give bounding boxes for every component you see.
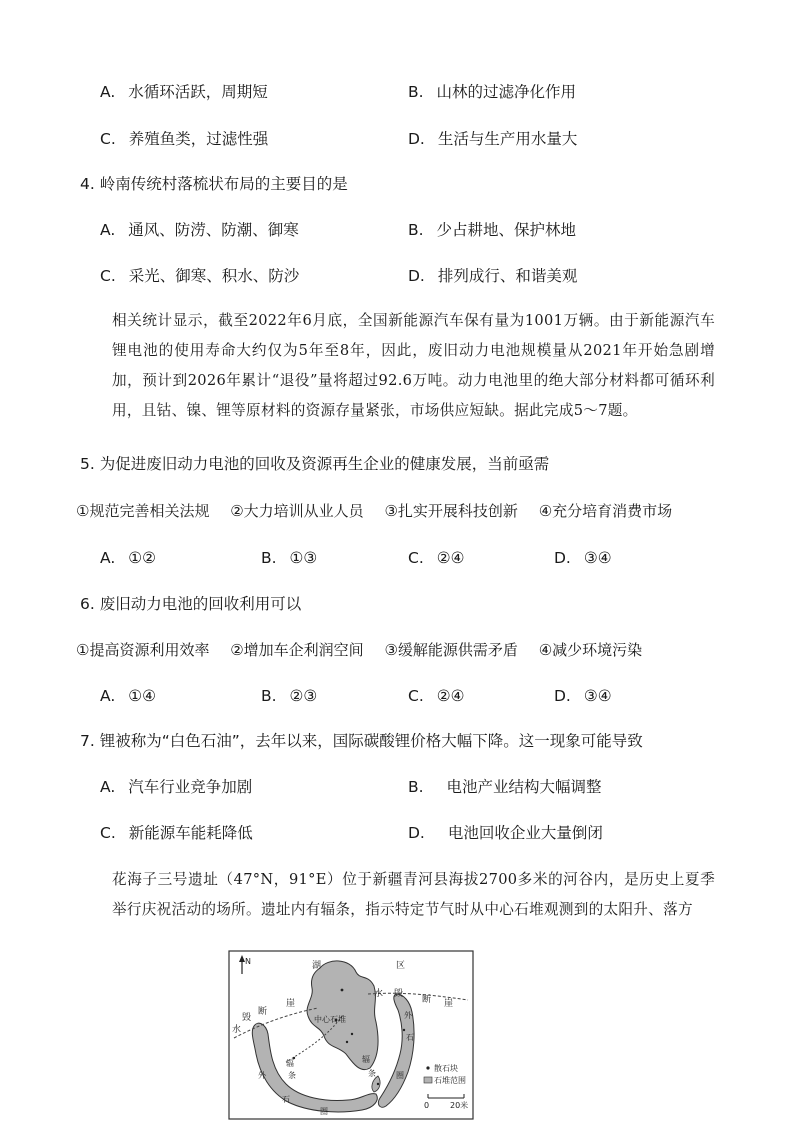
q5-stem: 5. 为促进废旧动力电池的回收及资源再生企业的健康发展，当前亟需: [80, 455, 550, 473]
svg-text:崖: 崖: [286, 999, 296, 1009]
svg-text:0: 0: [424, 1101, 430, 1110]
svg-text:中心石堆: 中心石堆: [314, 1015, 346, 1024]
svg-text:外: 外: [404, 1011, 412, 1020]
legend-scattered-symbol: [426, 1066, 429, 1069]
q5-items: ①规范完善相关法规 ②大力培训从业人员 ③扎实开展科技创新 ④充分培育消费市场: [76, 502, 673, 520]
q7-option-d: D. 电池回收企业大量倒闭: [408, 824, 603, 842]
svg-text:石堆范围: 石堆范围: [434, 1076, 466, 1085]
svg-text:圈: 圈: [396, 1071, 404, 1080]
svg-text:条: 条: [288, 1071, 296, 1080]
q3-option-b: B. 山林的过滤净化作用: [408, 83, 577, 101]
q5-option-b: B. ①③: [261, 549, 318, 567]
q3-option-d: D. 生活与生产用水量大: [408, 130, 578, 148]
q6-option-a: A. ①④: [100, 687, 156, 705]
q6-option-b: B. ②③: [261, 687, 318, 705]
q5-option-c: C. ②④: [408, 549, 465, 567]
svg-text:条: 条: [368, 1069, 376, 1078]
svg-text:外: 外: [258, 1071, 266, 1080]
q4-option-a: A. 通风、防涝、防潮、御寒: [100, 221, 299, 239]
svg-text:石: 石: [282, 1095, 290, 1104]
svg-text:断: 断: [422, 995, 432, 1005]
q6-option-d: D. ③④: [554, 687, 612, 705]
q3-option-a: A. 水循环活跃，周期短: [100, 83, 268, 101]
svg-text:圈: 圈: [320, 1107, 328, 1116]
svg-text:毁: 毁: [394, 989, 404, 999]
q5-option-a: A. ①②: [100, 549, 156, 567]
q5-option-d: D. ③④: [554, 549, 612, 567]
q4-option-d: D. 排列成行、和谐美观: [408, 267, 578, 285]
svg-text:散石块: 散石块: [434, 1064, 458, 1073]
svg-text:断: 断: [258, 1007, 268, 1017]
q6-stem: 6. 废旧动力电池的回收利用可以: [80, 595, 302, 613]
svg-text:毁: 毁: [242, 1013, 252, 1023]
q7-option-b: B. 电池产业结构大幅调整: [408, 778, 602, 796]
svg-text:湖: 湖: [312, 961, 322, 971]
passage-huahaizi-site: 花海子三号遗址（47°N，91°E）位于新疆青河县海拔2700多米的河谷内，是历史上夏季举行庆祝活动的场所。遗址内有辐条，指示特定节气时从中心石堆观测到的太阳升、落方: [112, 871, 715, 918]
svg-text:20米: 20米: [450, 1101, 469, 1110]
q7-option-c: C. 新能源车能耗降低: [100, 824, 253, 842]
site-map: [228, 950, 474, 1120]
svg-text:水: 水: [232, 1025, 242, 1035]
svg-text:崖: 崖: [444, 999, 454, 1009]
q4-stem: 4. 岭南传统村落梳状布局的主要目的是: [80, 175, 348, 193]
q4-option-b: B. 少占耕地、保护林地: [408, 221, 577, 239]
q4-option-c: C. 采光、御寒、积水、防沙: [100, 267, 300, 285]
site-map-figure: [228, 950, 474, 1120]
svg-text:辐: 辐: [362, 1055, 370, 1064]
q7-stem: 7. 锂被称为“白色石油”，去年以来，国际碳酸锂价格大幅下降。这一现象可能导致: [80, 732, 643, 750]
q7-option-a: A. 汽车行业竞争加剧: [100, 778, 253, 796]
svg-text:N: N: [245, 957, 251, 966]
q3-option-c: C. 养殖鱼类，过滤性强: [100, 130, 269, 148]
q6-items: ①提高资源利用效率 ②增加车企利润空间 ③缓解能源供需矛盾 ④减少环境污染: [76, 641, 643, 659]
legend-range-symbol: [424, 1077, 432, 1083]
q6-option-c: C. ②④: [408, 687, 465, 705]
svg-text:辐: 辐: [286, 1059, 294, 1068]
svg-text:区: 区: [396, 961, 406, 971]
svg-text:石: 石: [406, 1033, 414, 1042]
svg-text:水: 水: [374, 989, 384, 999]
passage-ev-batteries: 相关统计显示，截至2022年6月底，全国新能源汽车保有量为1001万辆。由于新能源汽车锂电池的使用寿命大约仅为5年至8年，因此，废旧动力电池规模量从2021年开始急剧增加，预计到2026年累计“退役”量将超过92.6万吨。动力电池里的绝大部分材料都可循环利用，且钴、镍、锂等原材料的资源存量紧张，市场供应短缺。据此完成5～7题。: [112, 312, 715, 419]
